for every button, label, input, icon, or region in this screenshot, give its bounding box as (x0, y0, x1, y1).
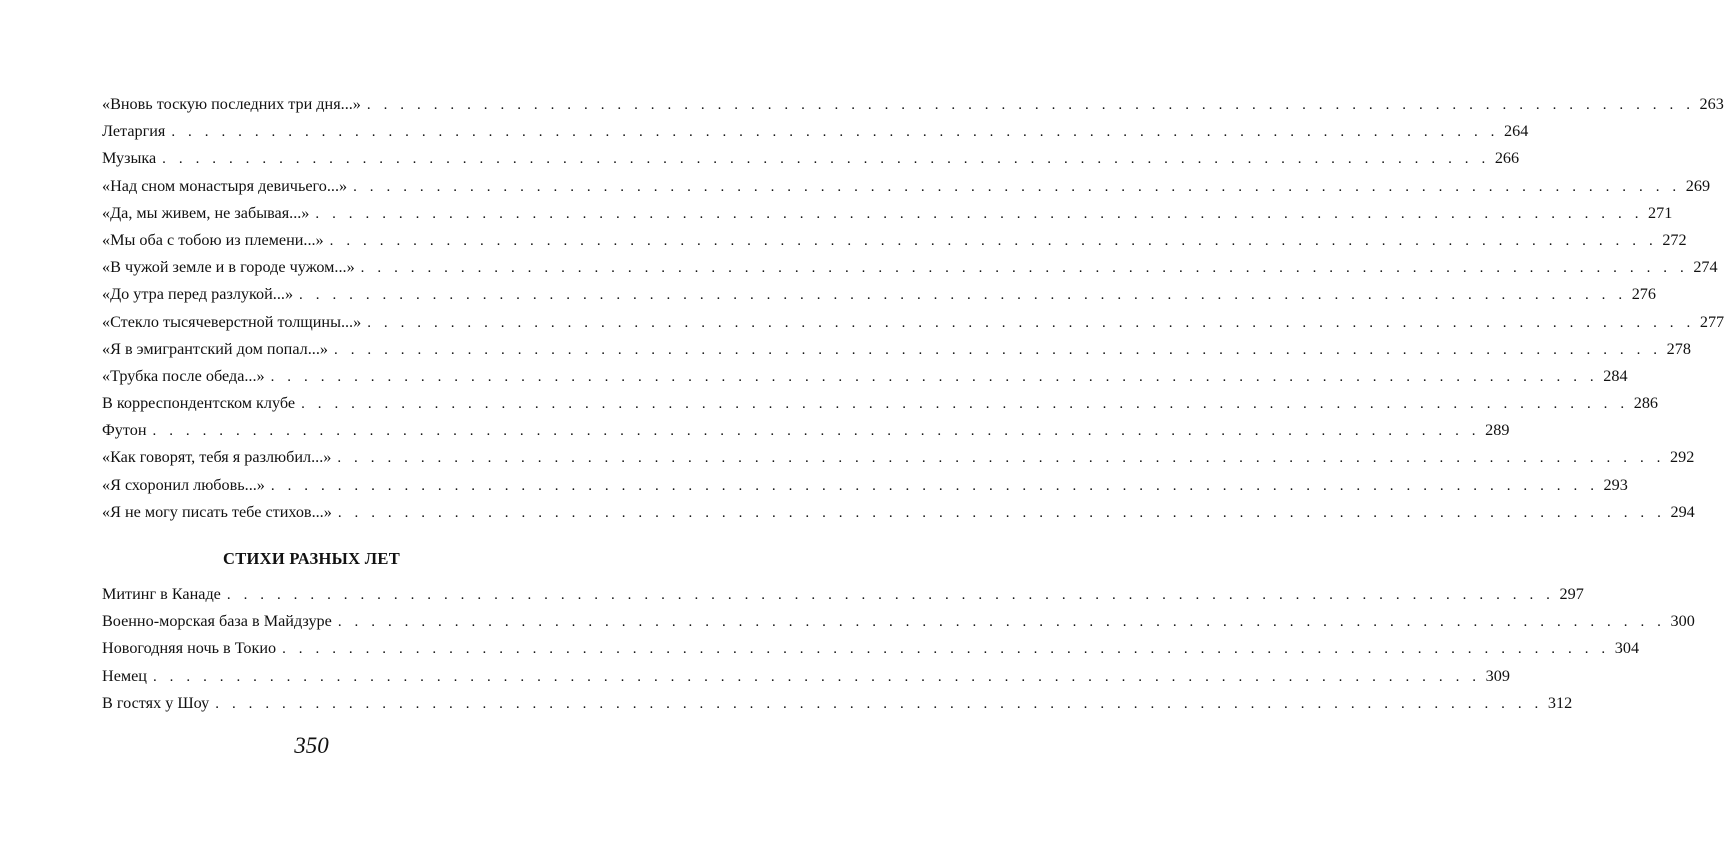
toc-entry (102, 173, 1711, 200)
toc-entry-page: 294 (1670, 502, 1695, 521)
section-heading: СТИХИ РАЗНЫХ ЛЕТ (223, 549, 400, 568)
dot-leader: . . . . . . . . . . . . . . . . . . . . . . . . . . . . . . . . . . . . . . . . . . . . . . . . . . . . . . . . . . . . . . . . . . . . . . . . . . . . . . . . (334, 341, 1662, 358)
toc-entry-title: «Вновь тоскую последних три дня...» (102, 95, 361, 113)
dot-leader: . . . . . . . . . . . . . . . . . . . . . . . . . . . . . . . . . . . . . . . . . . . . . . . . . . . . . . . . . . . . . . . . . . . . . . . . . . . . . . . . (315, 205, 1644, 222)
toc-entry-title: «До утра перед разлукой...» (102, 285, 294, 304)
toc-entry-title: «Я не могу писать тебе стихов...» (102, 502, 332, 521)
toc-entry-title: «Как говорят, тебя я разлюбил...» (102, 448, 332, 467)
toc-entry (102, 499, 1695, 526)
toc-entry (102, 254, 1718, 281)
dot-leader: . . . . . . . . . . . . . . . . . . . . . . . . . . . . . . . . . . . . . . . . . . . . . . . . . . . . . . . . . . . . . . . . . . . . . . . . . . . . . . . . (215, 695, 1543, 712)
toc-entry-title: В корреспондентском клубе (102, 394, 296, 413)
dot-leader: . . . . . . . . . . . . . . . . . . . . . . . . . . . . . . . . . . . . . . . . . . . . . . . . . . . . . . . . . . . . . . . . . . . . . . . . . . . . . . . . (171, 124, 1500, 141)
toc-entry-page: 277 (1699, 312, 1724, 331)
toc-entry-page: 266 (1494, 149, 1520, 168)
toc-entry (102, 663, 1510, 690)
toc-entry-title: «Я схоронил любовь...» (102, 475, 265, 494)
dot-leader: . . . . . . . . . . . . . . . . . . . . . . . . . . . . . . . . . . . . . . . . . . . . . . . . . . . . . . . . . . . . . . . . . . . . . . . . . . . . . . . . (270, 477, 1599, 494)
toc-entry-page: 278 (1666, 339, 1691, 358)
toc-entry (102, 336, 1691, 363)
dot-leader: . . . . . . . . . . . . . . . . . . . . . . . . . . . . . . . . . . . . . . . . . . . . . . . . . . . . . . . . . . . . . . . . . . . . . . . . . . . . . . . . (162, 151, 1490, 168)
dot-leader: . . . . . . . . . . . . . . . . . . . . . . . . . . . . . . . . . . . . . . . . . . . . . . . . . . . . . . . . . . . . . . . . . . . . . . . . . . . . . . . . (337, 450, 1666, 467)
toc-entry-title: «Я в эмигрантский дом попал...» (102, 339, 328, 358)
toc-entry (102, 390, 1658, 417)
dot-leader: . . . . . . . . . . . . . . . . . . . . . . . . . . . . . . . . . . . . . . . . . . . . . . . . . . . . . . . . . . . . . . . . . . . . . . . . . . . . . . . . (337, 614, 1666, 631)
toc-entry (102, 227, 1687, 254)
toc-entry-page: 297 (1559, 585, 1584, 603)
toc-entry (102, 309, 1724, 336)
toc-entry-title: «В чужой земле и в городе чужом...» (102, 258, 355, 277)
dot-leader: . . . . . . . . . . . . . . . . . . . . . . . . . . . . . . . . . . . . . . . . . . . . . . . . . . . . . . . . . . . . . . . . . . . . . . . . . . . . . . . . (152, 668, 1481, 685)
toc-entry (102, 363, 1628, 390)
toc-entry (102, 690, 1573, 717)
dot-leader: . . . . . . . . . . . . . . . . . . . . . . . . . . . . . . . . . . . . . . . . . . . . . . . . . . . . . . . . . . . . . . . . . . . . . . . . . . . . . . . . (270, 368, 1599, 385)
toc-entry (102, 444, 1695, 471)
toc-entry (102, 281, 1656, 308)
dot-leader: . . . . . . . . . . . . . . . . . . . . . . . . . . . . . . . . . . . . . . . . . . . . . . . . . . . . . . . . . . . . . . . . . . . . . . . . . . . . . . . . (329, 232, 1658, 249)
toc-entry-title: Митинг в Канаде (102, 585, 221, 603)
toc-entry (102, 118, 1529, 145)
toc-entry-title: «Да, мы живем, не забывая...» (102, 203, 310, 222)
toc-entry-page: 292 (1670, 448, 1695, 467)
dot-leader: . . . . . . . . . . . . . . . . . . . . . . . . . . . . . . . . . . . . . . . . . . . . . . . . . . . . . . . . . . . . . . . . . . . . . . . . . . . . . . . . (299, 287, 1627, 304)
toc-entry-page: 269 (1685, 176, 1711, 195)
toc-entry-page: 276 (1631, 285, 1656, 304)
toc-entry-title: Новогодняя ночь в Токио (102, 639, 277, 658)
toc-entry-page: 309 (1485, 666, 1510, 685)
toc-entry-page: 284 (1603, 366, 1628, 385)
toc-entry-page: 286 (1633, 394, 1658, 413)
toc-entry-title: Летаргия (102, 122, 166, 141)
toc-entry-page: 312 (1547, 693, 1573, 712)
toc-entry-title: «Стекло тысячеверстной толщины...» (102, 312, 362, 331)
toc-entry-page: 293 (1603, 475, 1628, 494)
toc-entry-title: «Над сном монастыря девичьего...» (102, 176, 348, 195)
toc-entry-page: 300 (1670, 612, 1695, 631)
toc-entry-title: В гостях у Шоу (102, 693, 210, 712)
toc-entry-page: 289 (1485, 421, 1510, 440)
dot-leader: . . . . . . . . . . . . . . . . . . . . . . . . . . . . . . . . . . . . . . . . . . . . . . . . . . . . . . . . . . . . . . . . . . . . . . . . . . . . . . . . (367, 314, 1695, 331)
dot-leader: . . . . . . . . . . . . . . . . . . . . . . . . . . . . . . . . . . . . . . . . . . . . . . . . . . . . . . . . . . . . . . . . . . . . . . . . . . . . . . . . (360, 260, 1689, 277)
dot-leader: . . . . . . . . . . . . . . . . . . . . . . . . . . . . . . . . . . . . . . . . . . . . . . . . . . . . . . . . . . . . . . . . . . . . . . . . . . . . . . . . (301, 396, 1629, 413)
toc-entry-title: Военно-морская база в Майдзуре (102, 612, 332, 631)
dot-leader: . . . . . . . . . . . . . . . . . . . . . . . . . . . . . . . . . . . . . . . . . . . . . . . . . . . . . . . . . . . . . . . . . . . . . . . . . . . . . . . . (282, 641, 1610, 658)
toc-entry-title: «Мы оба с тобою из племени...» (102, 230, 324, 249)
toc-list-main (102, 91, 1724, 526)
toc-entry (102, 635, 1640, 662)
toc-entry-title: Немец (102, 666, 147, 685)
toc-entry (102, 417, 1510, 444)
toc-entry-title: Музыка (102, 149, 157, 168)
dot-leader: . . . . . . . . . . . . . . . . . . . . . . . . . . . . . . . . . . . . . . . . . . . . . . . . . . . . . . . . . . . . . . . . . . . . . . . . . . . . . . . . (366, 97, 1695, 113)
toc-entry-page: 271 (1648, 203, 1673, 222)
toc-entry (102, 581, 1584, 608)
toc-entry-page: 264 (1504, 122, 1529, 141)
toc-entry (102, 472, 1628, 499)
toc-entry-title: Футон (102, 421, 147, 440)
dot-leader: . . . . . . . . . . . . . . . . . . . . . . . . . . . . . . . . . . . . . . . . . . . . . . . . . . . . . . . . . . . . . . . . . . . . . . . . . . . . . . . . (353, 178, 1681, 195)
dot-leader: . . . . . . . . . . . . . . . . . . . . . . . . . . . . . . . . . . . . . . . . . . . . . . . . . . . . . . . . . . . . . . . . . . . . . . . . . . . . . . . . (152, 423, 1481, 440)
dot-leader: . . . . . . . . . . . . . . . . . . . . . . . . . . . . . . . . . . . . . . . . . . . . . . . . . . . . . . . . . . . . . . . . . . . . . . . . . . . . . . . . (226, 587, 1555, 603)
toc-entry-title: «Трубка после обеда...» (102, 366, 265, 385)
toc-entry (102, 91, 1724, 118)
page-number: 350 (294, 733, 329, 758)
toc-entry-page: 272 (1662, 230, 1687, 249)
toc-entry (102, 200, 1673, 227)
toc-entry (102, 608, 1695, 635)
dot-leader: . . . . . . . . . . . . . . . . . . . . . . . . . . . . . . . . . . . . . . . . . . . . . . . . . . . . . . . . . . . . . . . . . . . . . . . . . . . . . . . . (337, 504, 1666, 521)
toc-entry-page: 274 (1693, 258, 1718, 277)
toc-entry-page: 263 (1699, 95, 1724, 113)
toc-entry-page: 304 (1614, 639, 1640, 658)
toc-entry (102, 145, 1520, 172)
toc-list-various-years (102, 581, 1695, 717)
